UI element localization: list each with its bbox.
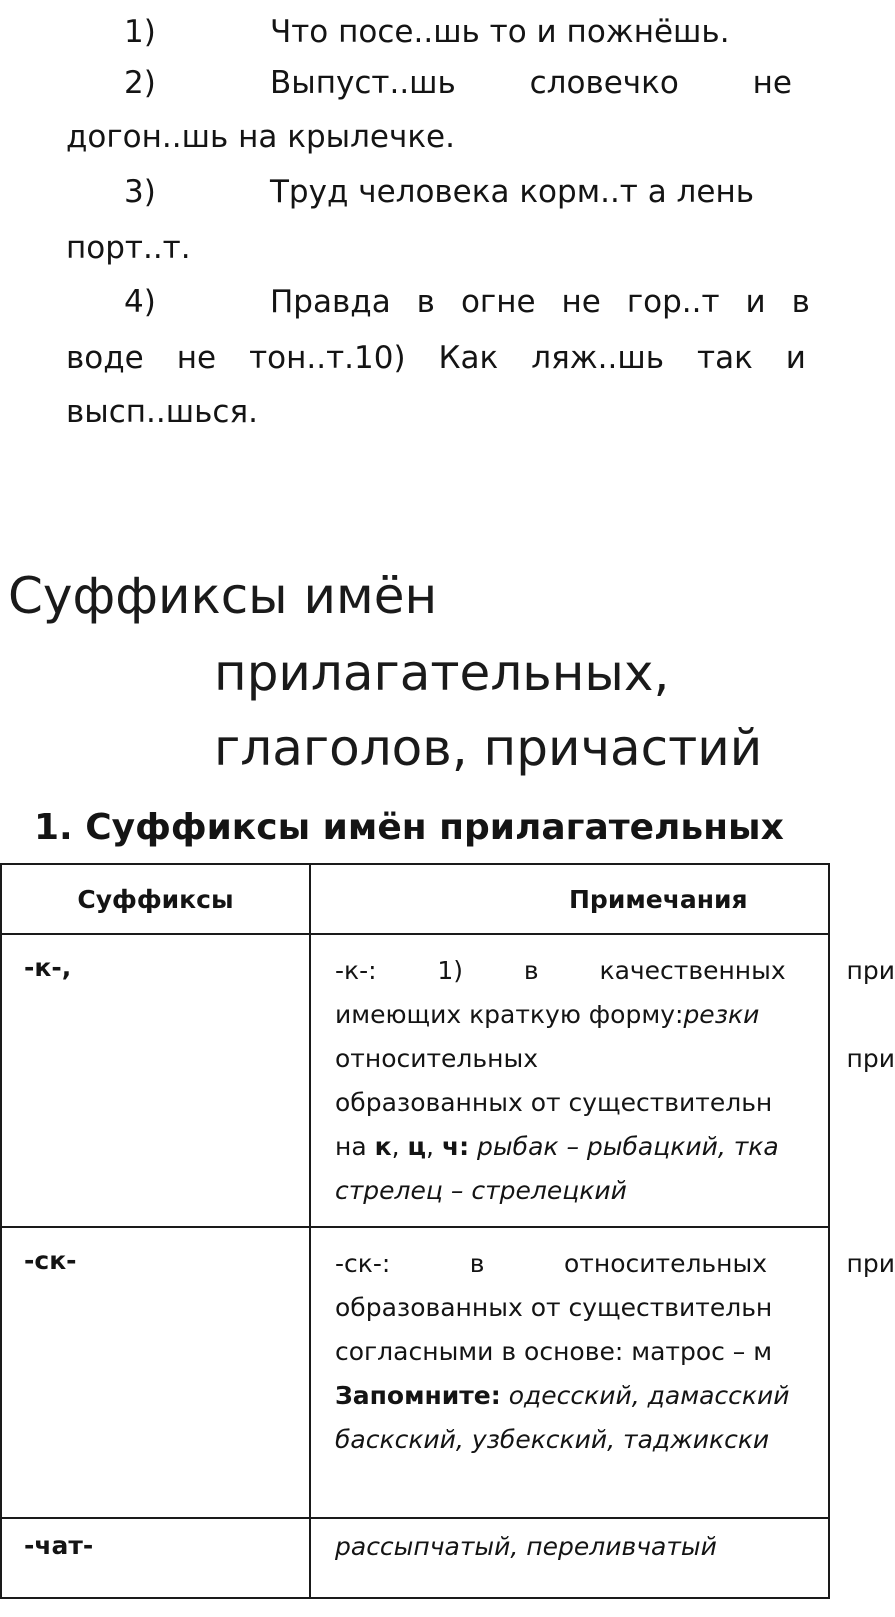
- proverb-4-line-2: [66, 338, 806, 378]
- note-line: имеющих краткую форму:резки: [335, 1000, 760, 1029]
- word: не: [561, 284, 601, 320]
- suffix-cell: -ск-: [1, 1227, 310, 1518]
- subsection-heading: 1. Суффиксы имён прилагательных: [34, 807, 784, 848]
- note-line: на к, ц, ч: рыбак – рыбацкий, тка: [335, 1132, 779, 1161]
- proverb-3-text: Труд человека корм..т а лень: [270, 174, 754, 210]
- note-line: стрелец – стрелецкий: [335, 1176, 627, 1205]
- proverb-3-number: 3): [124, 174, 156, 210]
- word: гор..т: [626, 284, 720, 320]
- table-row: [1, 1227, 829, 1518]
- word: Как: [438, 340, 499, 376]
- word: в: [416, 284, 435, 320]
- header-suffixes: Суффиксы: [1, 864, 310, 934]
- word: и: [785, 340, 806, 376]
- note-line: согласными в основе: матрос – м: [335, 1337, 773, 1366]
- note-line: Запомните: одесский, дамасский: [335, 1381, 790, 1410]
- word: не: [752, 65, 792, 101]
- word: и: [745, 284, 766, 320]
- table-header-row: [1, 864, 829, 934]
- proverb-4-number: 4): [124, 284, 156, 320]
- suffix-cell: -чат-: [1, 1518, 310, 1598]
- note-cell: [310, 934, 895, 1227]
- table-row: [1, 934, 829, 1227]
- proverb-4-continuation: высп..шься.: [66, 394, 258, 430]
- word: так: [697, 340, 753, 376]
- section-title-line-2: прилагательных,: [214, 644, 670, 702]
- note-cell: [310, 1518, 829, 1598]
- note-line: -ск-: в относительных при: [335, 1249, 895, 1278]
- word: словечко: [529, 65, 679, 101]
- header-notes: Примечания: [310, 864, 829, 934]
- note-line: баскский, узбекский, таджикски: [335, 1425, 770, 1454]
- table-row: [1, 1518, 829, 1598]
- proverb-2-number: 2): [124, 65, 156, 101]
- section-title-line-3: глаголов, причастий: [214, 719, 763, 777]
- word: Выпуст..шь: [270, 65, 456, 101]
- suffix-table: [0, 863, 895, 1599]
- word: огне: [460, 284, 536, 320]
- word: Правда: [270, 284, 391, 320]
- note-line: рассыпчатый, переливчатый: [335, 1532, 717, 1561]
- note-line: образованных от существительн: [335, 1088, 773, 1117]
- proverb-1-number: 1): [124, 14, 156, 50]
- note-line: относительных при: [335, 1044, 895, 1073]
- proverb-2-continuation: догон..шь на крылечке.: [66, 119, 455, 155]
- note-line: -к-: 1) в качественных при: [335, 956, 895, 985]
- word: тон..т.10): [249, 340, 406, 376]
- note-cell: [310, 1227, 895, 1518]
- proverb-3-continuation: порт..т.: [66, 230, 191, 266]
- proverb-4-line-1: [270, 282, 810, 322]
- word: в: [791, 284, 810, 320]
- suffix-cell: -к-,: [1, 934, 310, 1227]
- word: не: [176, 340, 217, 376]
- word: ляж..шь: [531, 340, 665, 376]
- note-line: образованных от существительн: [335, 1293, 773, 1322]
- proverb-2-line-1: [270, 63, 792, 103]
- proverb-1-text: Что посе..шь то и пожнёшь.: [270, 14, 730, 50]
- section-title-line-1: Суффиксы имён: [8, 567, 438, 625]
- word: воде: [66, 340, 144, 376]
